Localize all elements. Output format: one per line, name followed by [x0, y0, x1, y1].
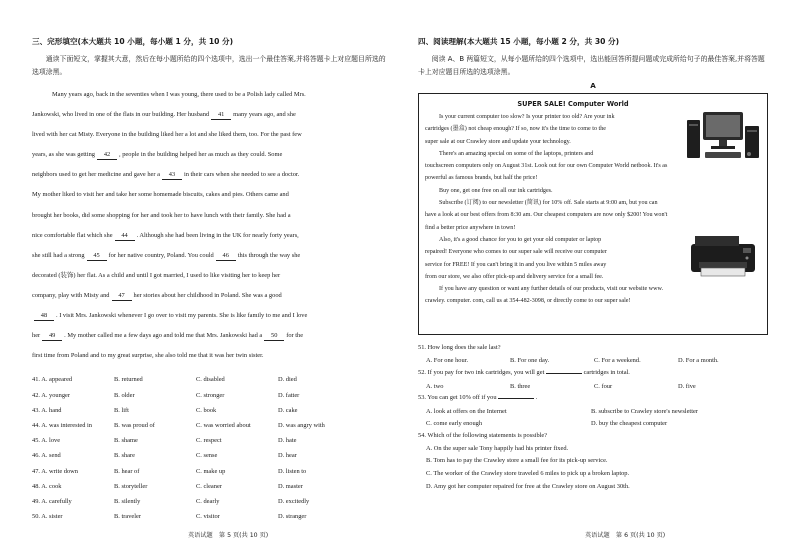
- passage-text: neighbors used to get her medicine and gave her a: [32, 171, 160, 179]
- ad-line: super sale at our Crawley store and update your technology.: [425, 138, 571, 145]
- option-row: [32, 494, 390, 509]
- answer-options: [418, 380, 768, 393]
- passage-line: [32, 145, 390, 165]
- option-choice: 45. A. love: [32, 437, 61, 445]
- passage-text: My mother liked to visit her and take her some homemade biscuits, cakes and pies. Others came and: [32, 191, 289, 199]
- option-choice: B. traveler: [114, 513, 141, 521]
- cloze-section: [32, 36, 390, 524]
- option-choice: B. older: [114, 391, 135, 399]
- ad-line: touchscreen computers only on August 31st. Look out for our own Computer World netbook. It's as: [425, 163, 668, 170]
- blank-45: 45: [87, 252, 107, 261]
- option-choice: 41. A. appeared: [32, 376, 73, 384]
- passage-text: . Although she had been living in the UK for nearly forty years,: [136, 231, 299, 239]
- question-text: 51. How long does the sale last?: [418, 344, 501, 351]
- ad-line: powerful as famous brands, but half the price!: [425, 175, 538, 182]
- printer-image: [685, 232, 761, 280]
- option-choice: C. disabled: [196, 376, 225, 384]
- blank-42: 42: [97, 151, 117, 160]
- ad-line: Buy one, get one free on all our ink cartridges.: [439, 187, 553, 194]
- ad-line: repaired! Everyone who comes to our super sale will receive our computer: [425, 249, 607, 256]
- passage-text: in their cars when she needed to see a doctor.: [183, 171, 300, 179]
- advertisement-box: [418, 93, 768, 335]
- passage-line: [32, 165, 390, 185]
- option-choice: B. share: [114, 452, 135, 460]
- option-choice: D. master: [278, 482, 303, 490]
- option-row: [32, 509, 390, 524]
- option-choice: D. fatter: [278, 391, 300, 399]
- ad-line: from our store, we also offer pick-up and delivery service for a small fee.: [425, 273, 604, 280]
- passage-text: company, play with Misty and: [32, 291, 110, 299]
- question-text: 53. You can get 10% off if you: [418, 394, 497, 402]
- passage-text: for the: [286, 332, 304, 340]
- option-choice: C. visitor: [196, 513, 220, 521]
- passage-text: her: [32, 332, 41, 340]
- cloze-title: 三、完形填空(本大题共 10 小题，每小题 1 分，共 10 分): [32, 37, 234, 46]
- passage-line: [32, 346, 390, 366]
- answer-choice: C. For a weekend.: [594, 357, 641, 365]
- reading-instruction: 阅读 A、B 两篇短文，从每小题所给的四个选项中，选出能回答所提问题或完成所给句子的最佳答案,并将答题卡上对应题目所选的选项涂黑。: [418, 55, 765, 76]
- passage-line: [32, 306, 390, 326]
- option-choice: C. cleaner: [196, 482, 222, 490]
- option-choice: 49. A. carefully: [32, 497, 72, 505]
- question-stem: [418, 430, 768, 443]
- option-choice: C. was worried about: [196, 421, 251, 429]
- reading-questions: [418, 342, 768, 493]
- passage-line: [32, 286, 390, 306]
- option-choice: D. cake: [278, 406, 298, 414]
- passage-line: [32, 226, 390, 246]
- option-choice: C. dearly: [196, 497, 220, 505]
- cloze-instruction: 通读下面短文，掌握其大意，然后在每小题所给的四个选项中，选出一个最佳答案,并将答题卡上对应题目所选的选项涂黑。: [32, 55, 386, 76]
- computer-setup-image: [685, 106, 761, 164]
- ad-line: There's an amazing special on some of the laptops, printers and: [439, 150, 594, 157]
- option-row: [32, 433, 390, 448]
- blank-48: 48: [34, 312, 54, 321]
- option-row: [32, 463, 390, 478]
- answer-choice: D. buy the cheapest computer: [591, 420, 668, 428]
- ad-line: Subscribe (订阅) to our newsletter (简讯) for 10% off. Sale starts at 9:00 am, but you can: [439, 200, 658, 207]
- question-stem: [418, 392, 768, 405]
- passage-text: she still had a strong: [32, 251, 85, 259]
- option-choice: D. hate: [278, 437, 297, 445]
- option-choice: C. sense: [196, 452, 218, 460]
- ad-line: Also, it's a good chance for you to get your old computer or laptop: [439, 236, 602, 243]
- answer-choice: C. The worker of the Crawley store traveled 6 miles to pick up a broken laptop.: [426, 469, 630, 477]
- answer-choice: A. For one hour.: [426, 357, 469, 365]
- reading-title: 四、阅读理解(本大题共 15 小题，每小题 2 分，共 30 分): [418, 37, 620, 46]
- question-stem: [418, 342, 768, 355]
- blank-41: 41: [211, 111, 231, 120]
- ad-line: crawley. computer. com, call us at 354-482-3098, or directly come to our super sale!: [425, 298, 631, 305]
- ad-title: SUPER SALE! Computer World: [517, 100, 629, 108]
- blank-47: 47: [112, 292, 132, 301]
- passage-text: Jankowski, who lived in one of the flats in our building. Her husband: [32, 111, 210, 119]
- ad-line: find a better price anywhere in town!: [425, 224, 516, 231]
- answer-choice: A. look at offers on the Internet: [426, 407, 507, 415]
- option-choice: B. lift: [114, 406, 129, 414]
- answer-choice: C. come early enough: [426, 420, 483, 428]
- option-choice: C. stronger: [196, 391, 225, 399]
- passage-text: . My mother called me a few days ago and told me that Mrs. Jankowski had a: [64, 332, 263, 340]
- option-choice: D. listen to: [278, 467, 307, 475]
- ad-line: cartridges (墨盒) not cheap enough? If so, now it's the time to come to the: [425, 126, 606, 133]
- option-choice: 42. A. younger: [32, 391, 70, 399]
- passage-text: , people in the building helped her as much as they could. Some: [119, 151, 283, 159]
- option-choice: B. silently: [114, 497, 141, 505]
- passage-text: her stories about her childhood in Poland. She was a good: [133, 291, 282, 299]
- option-choice: B. hear of: [114, 467, 140, 475]
- blank-43: 43: [162, 171, 182, 180]
- ad-line: service for FREE! If you can't bring it in and you live within 5 miles away: [425, 261, 607, 268]
- answer-choice: B. subscribe to Crawley store's newsletter: [591, 407, 698, 415]
- answer-choice: A. two: [426, 382, 444, 390]
- option-choice: D. stranger: [278, 513, 307, 521]
- passage-line: [32, 206, 390, 226]
- option-row: [32, 418, 390, 433]
- passage-text: brought her books, did some shopping for her and took her to have lunch with their family. She had a: [32, 211, 291, 219]
- blank-44: 44: [115, 232, 135, 241]
- answer-options: [418, 405, 768, 418]
- option-choice: B. shame: [114, 437, 138, 445]
- passage-text: Many years ago, back in the seventies when I was young, there used to be a Polish lady called Mrs.: [52, 91, 306, 98]
- blank-46: 46: [216, 252, 236, 261]
- answer-blank: [546, 367, 582, 374]
- passage-text: first time from Poland and to my great surprise, she also told me that it was her twin sister.: [32, 352, 264, 360]
- passage-line: [32, 185, 390, 205]
- passage-line: [32, 125, 390, 145]
- cloze-options: [32, 372, 390, 524]
- option-choice: D. hear: [278, 452, 297, 460]
- ad-line: Is your current computer too slow? Is your printer too old? Are your ink: [439, 114, 615, 120]
- passage-line: [32, 266, 390, 286]
- passage-text: this through the way she: [237, 251, 301, 259]
- question-tail: .: [534, 394, 538, 402]
- passage-text: . I visit Mrs. Jankowski whenever I go over to visit my parents. She is like family to me and I love: [56, 312, 308, 320]
- passage-line: [32, 246, 390, 266]
- passage-text: decorated (装饰) her flat. As a child and until I got married, I used to like visiting her to keep her: [32, 271, 281, 279]
- answer-options: [418, 418, 768, 431]
- passage-text: lived with her cat Misty. Everyone in the building liked her a lot and she liked them, too. For the past few: [32, 131, 302, 139]
- question-text: 52. If you pay for two ink cartridges, you will get: [418, 369, 545, 377]
- passage-text: years, as she was getting: [32, 151, 96, 159]
- option-row: [32, 388, 390, 403]
- answer-choice: B. For one day.: [510, 357, 550, 365]
- option-row: [32, 479, 390, 494]
- answer-choice: D. Amy got her computer repaired for free at the Crawley store on August 30th.: [426, 482, 630, 490]
- blank-50: 50: [264, 332, 284, 341]
- passage-text: for her native country, Poland. You could: [108, 251, 214, 259]
- option-choice: D. was angry with: [278, 421, 325, 429]
- option-choice: B. returned: [114, 376, 143, 384]
- option-choice: 50. A. sister: [32, 513, 63, 521]
- passage-text: many years ago, and she: [233, 111, 296, 119]
- answer-options: [418, 355, 768, 368]
- blank-49: 49: [42, 332, 62, 341]
- option-choice: 46. A. send: [32, 452, 61, 460]
- answer-choice: A. On the super sale Tony happily had his printer fixed.: [426, 444, 569, 452]
- ad-line: have a look at our best offers from 8:30 am. Our cheapest computers are now only $200! You won't: [425, 212, 668, 219]
- ad-line: If you have any question or want any further details of our products, visit our website www.: [439, 286, 664, 293]
- option-row: [32, 403, 390, 418]
- answer-choice: C. four: [594, 382, 613, 390]
- passage-text: nice comfortable flat which she: [32, 231, 113, 239]
- question-stem: [418, 367, 768, 380]
- option-choice: 44. A. was interested in: [32, 421, 92, 429]
- option-choice: 47. A. write down: [32, 467, 78, 475]
- answer-choice: D. For a month.: [678, 357, 719, 365]
- option-choice: B. was proud of: [114, 421, 155, 429]
- answer-choice: D. five: [678, 382, 696, 390]
- reading-section: [418, 36, 768, 493]
- question-text: 54. Which of the following statements is possible?: [418, 432, 548, 440]
- option-choice: D. died: [278, 376, 297, 384]
- option-choice: C. book: [196, 406, 217, 414]
- passage-line: [32, 85, 390, 105]
- cloze-passage: [32, 85, 390, 366]
- page-footer-left: 英语试题 第 5 页(共 10 页): [188, 532, 269, 539]
- option-choice: C. respect: [196, 437, 222, 445]
- answer-choice: B. Tom has to pay the Crawley store a small fee for its pick-up service.: [426, 457, 608, 465]
- question-tail: cartridges in total.: [581, 369, 630, 377]
- passage-line: [32, 326, 390, 346]
- option-choice: B. storyteller: [114, 482, 148, 490]
- article-label: A: [590, 81, 596, 90]
- option-row: [32, 448, 390, 463]
- option-choice: 43. A. hand: [32, 406, 62, 414]
- option-choice: 48. A. cook: [32, 482, 62, 490]
- answer-blank: [498, 392, 534, 399]
- option-row: [32, 372, 390, 387]
- page-footer-right: 英语试题 第 6 页(共 10 页): [585, 532, 666, 539]
- option-choice: C. make up: [196, 467, 226, 475]
- answer-choice: B. three: [510, 382, 531, 390]
- passage-line: [32, 105, 390, 125]
- option-choice: D. excitedly: [278, 497, 310, 505]
